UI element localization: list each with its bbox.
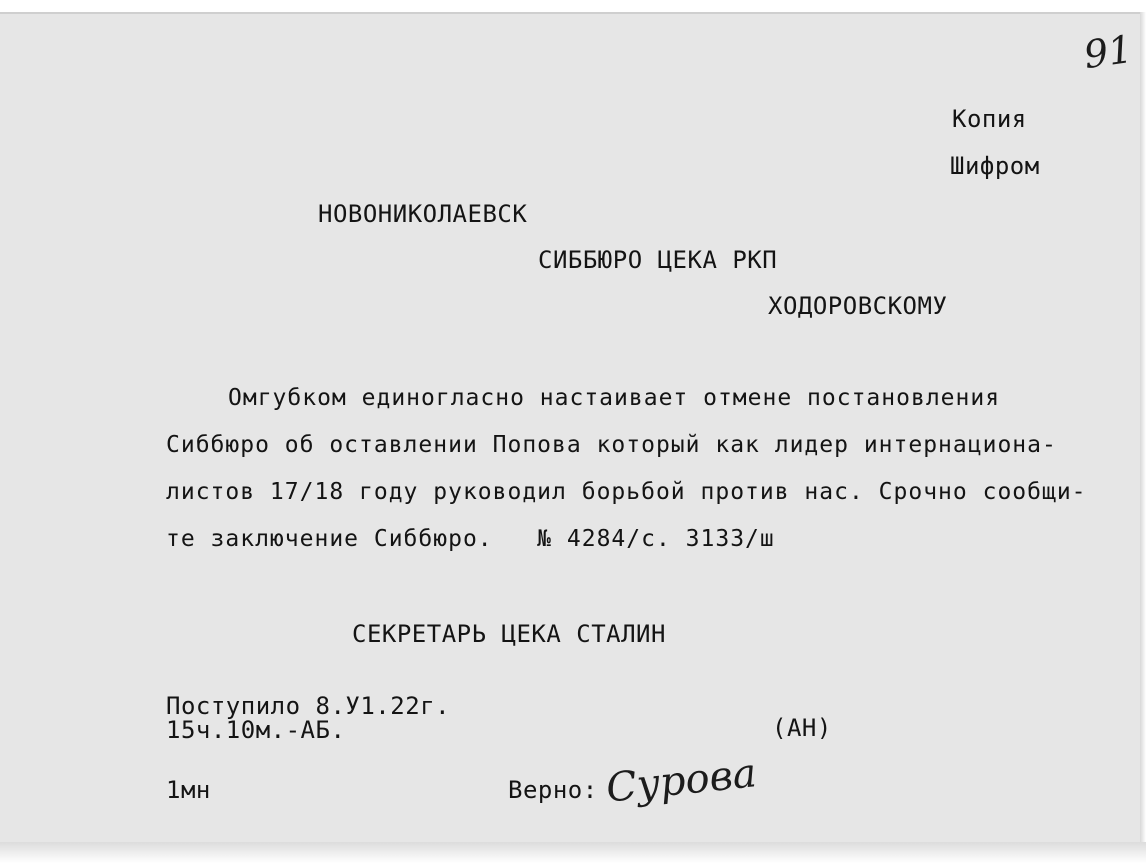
address-city: НОВОНИКОЛАЕВСК [318, 200, 528, 228]
received-line-2: 15ч.10м.-АБ. [166, 716, 346, 744]
operator-initials: (АН) [772, 714, 832, 742]
signature-block: СЕКРЕТАРЬ ЦЕКА СТАЛИН [352, 620, 666, 648]
verified-label: Верно: [508, 776, 598, 804]
copy-mark: Копия [952, 105, 1027, 133]
body-line: те заключение Сиббюро. № 4284/с. 3133/ш [166, 526, 775, 552]
scan-margin [0, 842, 1146, 863]
body-line: Сиббюро об оставлении Попова который как лидер интернациона- [166, 432, 1057, 458]
body-line: листов 17/18 году руководил борьбой против нас. Срочно сообщи- [166, 479, 1087, 505]
handwritten-signature: Сурова [604, 750, 759, 812]
address-recipient: ХОДОРОВСКОМУ [768, 292, 948, 320]
paper-edge [1140, 12, 1146, 842]
copies-count: 1мн [166, 776, 211, 804]
page-number: 91 [1081, 26, 1136, 78]
received-line-1: Поступило 8.У1.22г. [166, 692, 451, 720]
cipher-mark: Шифром [950, 152, 1040, 180]
body-line: Омгубком единогласно настаивает отмене постановления [228, 385, 1001, 411]
message-body [166, 375, 1087, 563]
address-organization: СИББЮРО ЦЕКА РКП [538, 246, 778, 274]
